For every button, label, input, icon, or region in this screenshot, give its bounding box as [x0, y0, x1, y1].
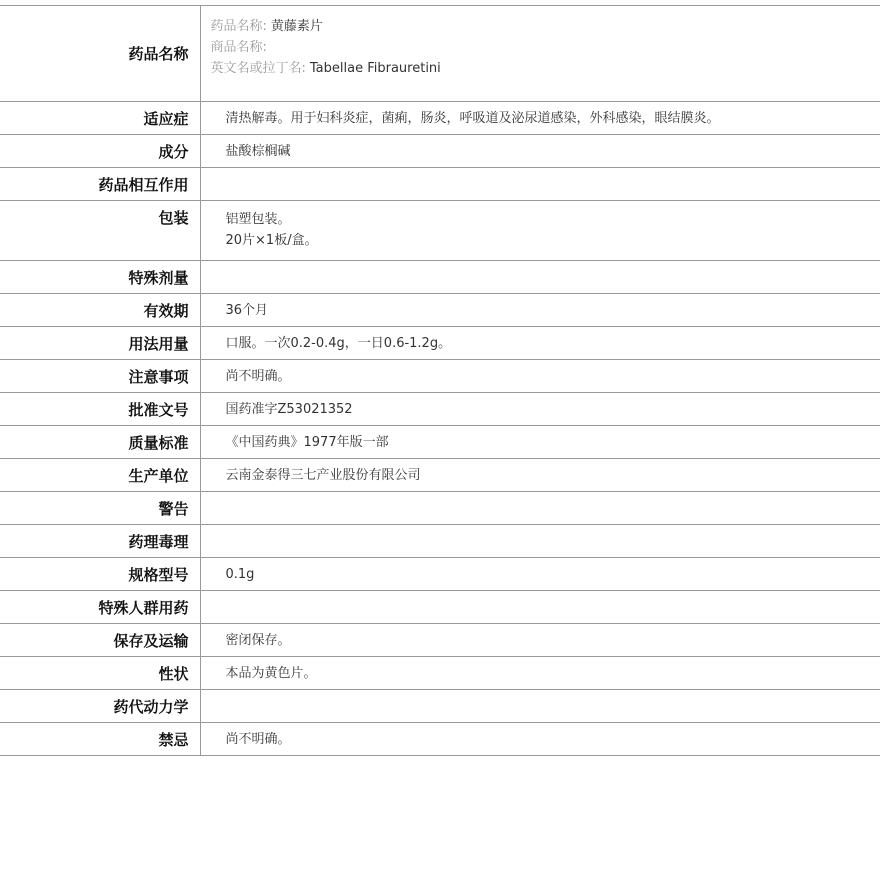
table-row — [0, 558, 880, 591]
row-label: 药理毒理 — [0, 525, 200, 558]
row-label: 成分 — [0, 135, 200, 168]
row-value-line: 盐酸棕榈碱 — [225, 143, 291, 159]
generic-name-line — [211, 16, 880, 37]
table-row — [0, 135, 880, 168]
row-label: 性状 — [0, 657, 200, 690]
row-label: 质量标准 — [0, 426, 200, 459]
row-label-drug-name: 药品名称 — [0, 6, 200, 102]
table-row — [0, 591, 880, 624]
row-value — [200, 201, 880, 261]
row-value — [200, 459, 880, 492]
row-value — [200, 168, 880, 201]
table-row — [0, 393, 880, 426]
drug-info-table — [0, 5, 880, 756]
table-row — [0, 723, 880, 756]
row-label: 保存及运输 — [0, 624, 200, 657]
row-label: 包装 — [0, 201, 200, 261]
row-value — [200, 525, 880, 558]
english-name-value: Tabellae Fibrauretini — [309, 61, 441, 76]
drug-info-table-body — [0, 6, 880, 756]
row-value-line: 尚不明确。 — [225, 368, 291, 384]
row-label: 批准文号 — [0, 393, 200, 426]
row-value — [200, 690, 880, 723]
row-label: 生产单位 — [0, 459, 200, 492]
drug-info-sheet — [0, 5, 880, 756]
table-row — [0, 102, 880, 135]
table-row — [0, 690, 880, 723]
row-value-line: 清热解毒。用于妇科炎症，菌痢，肠炎，呼吸道及泌尿道感染，外科感染，眼结膜炎。 — [225, 110, 720, 126]
english-name-key: 英文名或拉丁名: — [210, 61, 306, 76]
row-value-line: 密闭保存。 — [225, 632, 291, 648]
drug-name-cell — [200, 6, 880, 102]
english-name-line — [211, 58, 880, 79]
row-label: 适应症 — [0, 102, 200, 135]
generic-name-key: 药品名称: — [210, 19, 267, 34]
table-row — [0, 294, 880, 327]
row-value-line: 20片×1板/盒。 — [225, 233, 318, 248]
row-value-line: 尚不明确。 — [225, 731, 291, 747]
row-value-line: 36个月 — [225, 302, 269, 318]
row-label: 用法用量 — [0, 327, 200, 360]
row-value — [200, 657, 880, 690]
table-row-drug-name — [0, 6, 880, 102]
row-value — [200, 426, 880, 459]
table-row — [0, 201, 880, 261]
trade-name-key: 商品名称: — [210, 40, 267, 55]
row-label: 禁忌 — [0, 723, 200, 756]
row-value — [200, 558, 880, 591]
row-value — [200, 261, 880, 294]
row-value-line: 《中国药典》1977年版一部 — [225, 434, 389, 450]
row-value-line: 云南金泰得三七产业股份有限公司 — [225, 467, 421, 483]
row-value-line: 0.1g — [225, 566, 255, 582]
row-label: 特殊剂量 — [0, 261, 200, 294]
table-row — [0, 624, 880, 657]
table-row — [0, 426, 880, 459]
row-label: 警告 — [0, 492, 200, 525]
row-label: 有效期 — [0, 294, 200, 327]
row-value-line: 本品为黄色片。 — [225, 665, 317, 681]
row-value — [200, 102, 880, 135]
row-value — [200, 135, 880, 168]
row-value-line: 国药准字Z53021352 — [225, 401, 353, 417]
table-row — [0, 261, 880, 294]
trade-name-line — [211, 37, 880, 58]
table-row — [0, 327, 880, 360]
generic-name-value: 黄藤素片 — [270, 19, 323, 34]
row-label: 特殊人群用药 — [0, 591, 200, 624]
row-value — [200, 294, 880, 327]
table-row — [0, 459, 880, 492]
table-row — [0, 360, 880, 393]
row-value — [200, 723, 880, 756]
row-value — [200, 591, 880, 624]
row-value — [200, 492, 880, 525]
table-row — [0, 657, 880, 690]
table-row — [0, 168, 880, 201]
row-value-line: 铝塑包装。 — [225, 212, 291, 227]
row-value — [200, 327, 880, 360]
row-label: 药品相互作用 — [0, 168, 200, 201]
table-row — [0, 525, 880, 558]
row-label: 注意事项 — [0, 360, 200, 393]
row-value — [200, 624, 880, 657]
row-value — [200, 360, 880, 393]
row-value — [200, 393, 880, 426]
table-row — [0, 492, 880, 525]
row-label: 规格型号 — [0, 558, 200, 591]
row-value-line: 口服。一次0.2-0.4g，一日0.6-1.2g。 — [225, 335, 452, 351]
row-label: 药代动力学 — [0, 690, 200, 723]
